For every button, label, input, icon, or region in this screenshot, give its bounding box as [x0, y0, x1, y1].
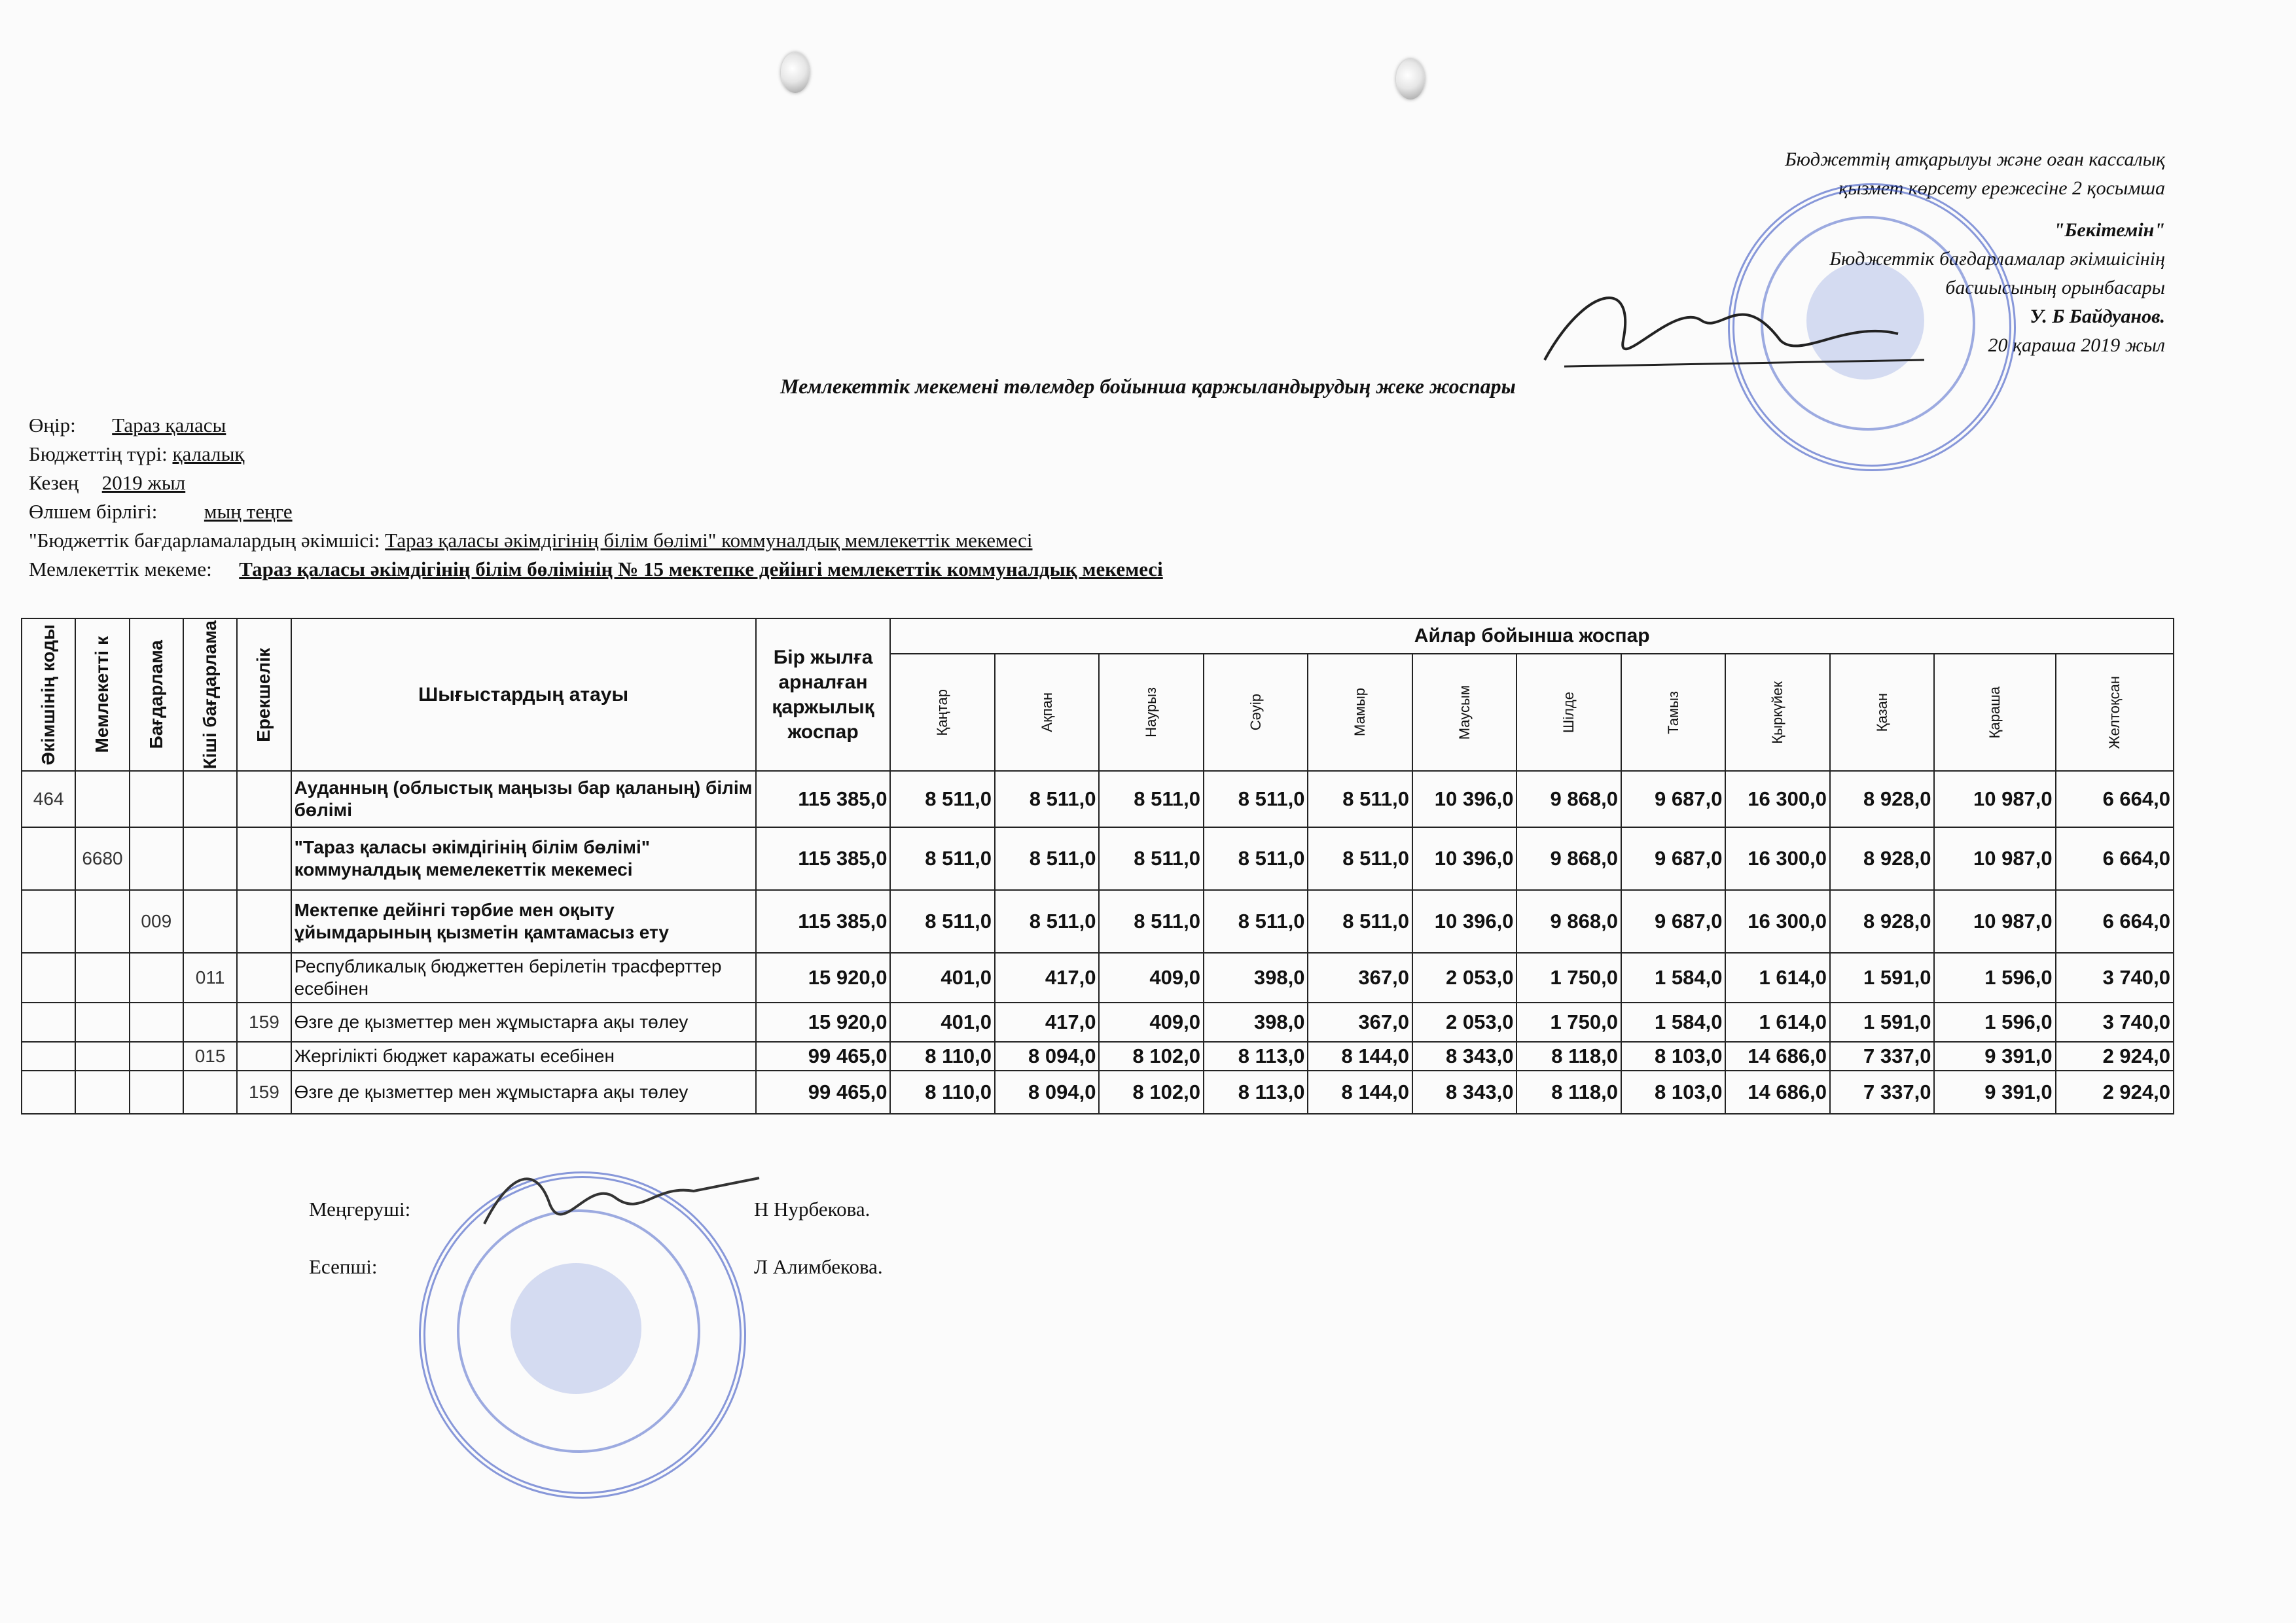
month-header-10: Қазан	[1830, 654, 1935, 772]
meta-budget-type-label: Бюджеттің түрі:	[29, 442, 168, 465]
month-value-cell: 367,0	[1308, 1003, 1412, 1042]
meta-unit-value: мың теңге	[204, 500, 293, 523]
month-value-cell: 9 391,0	[1934, 1071, 2055, 1114]
header-subprogram: Кіші бағдарлама	[183, 618, 237, 771]
month-value-cell: 8 110,0	[890, 1071, 995, 1114]
month-value-cell: 8 511,0	[1308, 827, 1412, 890]
month-value-cell: 9 687,0	[1621, 771, 1726, 827]
signature-bottom	[458, 1158, 785, 1250]
code-cell	[237, 827, 291, 890]
meta-budget-type	[29, 440, 1163, 469]
code-cell	[237, 771, 291, 827]
month-value-cell: 1 584,0	[1621, 953, 1726, 1003]
month-value-cell: 1 584,0	[1621, 1003, 1726, 1042]
month-header-6: Маусым	[1412, 654, 1517, 772]
signature-top	[1505, 262, 1964, 393]
month-value-cell: 8 094,0	[995, 1071, 1100, 1114]
month-value-cell: 8 511,0	[1204, 827, 1308, 890]
header-year-plan: Бір жылға арналған қаржылық жоспар	[756, 618, 891, 771]
month-value-cell: 1 750,0	[1516, 953, 1621, 1003]
code-cell	[183, 1003, 237, 1042]
month-value-cell: 8 511,0	[995, 827, 1100, 890]
month-value-cell: 6 664,0	[2056, 827, 2174, 890]
month-header-4: Сәуір	[1204, 654, 1308, 772]
month-value-cell: 10 987,0	[1934, 890, 2055, 953]
code-cell	[22, 1071, 75, 1114]
table-row	[22, 890, 2174, 953]
month-value-cell: 398,0	[1204, 1003, 1308, 1042]
month-value-cell: 8 928,0	[1830, 827, 1935, 890]
month-value-cell: 8 113,0	[1204, 1071, 1308, 1114]
month-value-cell: 2 924,0	[2056, 1042, 2174, 1071]
year-plan-cell: 15 920,0	[756, 953, 891, 1003]
year-plan-cell: 99 465,0	[756, 1042, 891, 1071]
month-header-9: Қыркүйек	[1725, 654, 1830, 772]
month-header-2: Ақпан	[995, 654, 1100, 772]
month-header-12: Желтоқсан	[2056, 654, 2174, 772]
code-cell	[75, 771, 129, 827]
code-cell	[22, 1003, 75, 1042]
month-value-cell: 1 614,0	[1725, 953, 1830, 1003]
page-title: Мемлекеттік мекемені төлемдер бойынша қаржыландырудың жеке жоспары	[780, 374, 1516, 398]
meta-region	[29, 411, 1163, 440]
meta-period	[29, 469, 1163, 497]
code-cell	[75, 890, 129, 953]
month-value-cell: 3 740,0	[2056, 1003, 2174, 1042]
expense-name-cell: "Тараз қаласы әкімдігінің білім бөлімі" коммуналдық мемелекеттік мекемесі	[291, 827, 756, 890]
month-value-cell: 409,0	[1099, 1003, 1204, 1042]
expense-name-cell: Өзге де қызметтер мен жұмыстарға ақы төлеу	[291, 1071, 756, 1114]
meta-admin-value: Тараз қаласы әкімдігінің білім бөлімі" коммуналдық мемлекеттік мекемесі	[385, 529, 1033, 552]
approval-date: 20 қараша 2019 жыл	[1988, 334, 2165, 356]
month-value-cell: 1 591,0	[1830, 953, 1935, 1003]
code-cell	[22, 953, 75, 1003]
punch-hole-left	[781, 52, 810, 93]
code-cell	[22, 890, 75, 953]
month-value-cell: 2 053,0	[1412, 953, 1517, 1003]
accountant-label: Есепші:	[309, 1255, 378, 1278]
month-value-cell: 8 511,0	[1308, 890, 1412, 953]
month-value-cell: 6 664,0	[2056, 890, 2174, 953]
month-value-cell: 8 511,0	[890, 771, 995, 827]
month-value-cell: 8 928,0	[1830, 890, 1935, 953]
meta-admin-label: "Бюджеттік бағдарламалардың әкімшісі:	[29, 529, 380, 552]
code-cell: 464	[22, 771, 75, 827]
table-row	[22, 827, 2174, 890]
month-value-cell: 8 511,0	[1204, 890, 1308, 953]
code-cell: 159	[237, 1071, 291, 1114]
month-header-7: Шілде	[1516, 654, 1621, 772]
month-value-cell: 14 686,0	[1725, 1042, 1830, 1071]
month-value-cell: 8 094,0	[995, 1042, 1100, 1071]
month-value-cell: 8 102,0	[1099, 1071, 1204, 1114]
code-cell: 6680	[75, 827, 129, 890]
month-value-cell: 8 511,0	[995, 890, 1100, 953]
header-months-plan: Айлар бойынша жоспар	[890, 618, 2174, 654]
header-specific: Ерекшелік	[237, 618, 291, 771]
expense-name-cell: Мектепке дейінгі тәрбие мен оқыту ұйымдарының қызметін қамтамасыз ету	[291, 890, 756, 953]
head-name: Н Нурбекова.	[754, 1198, 870, 1221]
month-value-cell: 401,0	[890, 953, 995, 1003]
code-cell	[130, 1042, 183, 1071]
month-value-cell: 8 343,0	[1412, 1071, 1517, 1114]
header-expense-name: Шығыстардың атауы	[291, 618, 756, 771]
approval-line-1: Бюджеттің атқарылуы және оған кассалық	[1785, 149, 2165, 170]
year-plan-cell: 115 385,0	[756, 890, 891, 953]
approval-approve: "Бекітемін"	[2053, 219, 2165, 241]
code-cell	[22, 827, 75, 890]
code-cell	[183, 890, 237, 953]
month-value-cell: 367,0	[1308, 953, 1412, 1003]
meta-institution-label: Мемлекеттік мекеме:	[29, 558, 212, 580]
approval-line-5: басшысының орынбасары	[1945, 277, 2165, 298]
punch-hole-right	[1396, 59, 1425, 99]
month-value-cell: 2 924,0	[2056, 1071, 2174, 1114]
month-value-cell: 8 511,0	[1099, 890, 1204, 953]
approval-line-4: Бюджеттік бағдарламалар әкімшісінің	[1829, 248, 2165, 270]
month-value-cell: 417,0	[995, 953, 1100, 1003]
month-value-cell: 16 300,0	[1725, 827, 1830, 890]
month-value-cell: 8 103,0	[1621, 1071, 1726, 1114]
code-cell	[75, 1003, 129, 1042]
code-cell: 015	[183, 1042, 237, 1071]
code-cell	[75, 1042, 129, 1071]
month-value-cell: 8 118,0	[1516, 1071, 1621, 1114]
header-program: Бағдарлама	[130, 618, 183, 771]
meta-region-label: Өңір:	[29, 414, 76, 437]
month-value-cell: 8 113,0	[1204, 1042, 1308, 1071]
meta-institution-value: Тараз қаласы әкімдігінің білім бөлімінің № 15 мектепке дейінгі мемлекеттік коммуналдық мекемесі	[239, 558, 1163, 580]
month-value-cell: 7 337,0	[1830, 1071, 1935, 1114]
meta-region-value: Тараз қаласы	[112, 414, 226, 437]
table-row	[22, 1071, 2174, 1114]
month-header-1: Қаңтар	[890, 654, 995, 772]
month-value-cell: 10 987,0	[1934, 827, 2055, 890]
code-cell	[130, 1003, 183, 1042]
code-cell	[130, 771, 183, 827]
header-admin-code: Әкімшінің коды	[22, 618, 75, 771]
month-value-cell: 10 396,0	[1412, 827, 1517, 890]
approval-signer: У. Б Байдуанов.	[2030, 306, 2165, 327]
code-cell: 011	[183, 953, 237, 1003]
header-state: Мемлекетті к	[75, 618, 129, 771]
month-value-cell: 1 591,0	[1830, 1003, 1935, 1042]
head-label: Меңгеруші:	[309, 1198, 411, 1221]
month-value-cell: 8 118,0	[1516, 1042, 1621, 1071]
code-cell	[130, 1071, 183, 1114]
meta-admin	[29, 526, 1163, 555]
code-cell	[130, 953, 183, 1003]
expense-name-cell: Өзге де қызметтер мен жұмыстарға ақы төлеу	[291, 1003, 756, 1042]
month-value-cell: 7 337,0	[1830, 1042, 1935, 1071]
month-value-cell: 2 053,0	[1412, 1003, 1517, 1042]
month-value-cell: 9 868,0	[1516, 771, 1621, 827]
month-value-cell: 9 868,0	[1516, 890, 1621, 953]
code-cell	[237, 1042, 291, 1071]
year-plan-cell: 115 385,0	[756, 827, 891, 890]
meta-block	[29, 411, 1163, 584]
meta-unit-label: Өлшем бірлігі:	[29, 500, 158, 523]
month-value-cell: 1 596,0	[1934, 1003, 2055, 1042]
code-cell	[183, 827, 237, 890]
month-value-cell: 10 396,0	[1412, 890, 1517, 953]
code-cell: 159	[237, 1003, 291, 1042]
month-value-cell: 3 740,0	[2056, 953, 2174, 1003]
expense-name-cell: Жергілікті бюджет каражаты есебінен	[291, 1042, 756, 1071]
month-value-cell: 8 343,0	[1412, 1042, 1517, 1071]
month-value-cell: 8 511,0	[1204, 771, 1308, 827]
month-value-cell: 1 614,0	[1725, 1003, 1830, 1042]
month-value-cell: 398,0	[1204, 953, 1308, 1003]
month-value-cell: 6 664,0	[2056, 771, 2174, 827]
month-value-cell: 1 596,0	[1934, 953, 2055, 1003]
month-value-cell: 10 396,0	[1412, 771, 1517, 827]
month-value-cell: 8 144,0	[1308, 1071, 1412, 1114]
month-value-cell: 417,0	[995, 1003, 1100, 1042]
financing-plan-table	[21, 618, 2174, 1115]
month-header-5: Мамыр	[1308, 654, 1412, 772]
month-header-11: Қараша	[1934, 654, 2055, 772]
month-value-cell: 401,0	[890, 1003, 995, 1042]
month-value-cell: 8 511,0	[890, 890, 995, 953]
meta-unit	[29, 497, 1163, 526]
meta-budget-type-value: қалалық	[172, 442, 245, 465]
month-value-cell: 8 511,0	[995, 771, 1100, 827]
code-cell	[75, 1071, 129, 1114]
expense-name-cell: Ауданның (облыстық маңызы бар қаланың) білім бөлімі	[291, 771, 756, 827]
month-value-cell: 8 102,0	[1099, 1042, 1204, 1071]
approval-line-2: қызмет көрсету ережесіне 2 қосымша	[1839, 177, 2165, 199]
code-cell: 009	[130, 890, 183, 953]
month-header-3: Наурыз	[1099, 654, 1204, 772]
year-plan-cell: 115 385,0	[756, 771, 891, 827]
month-value-cell: 8 511,0	[1308, 771, 1412, 827]
month-value-cell: 8 144,0	[1308, 1042, 1412, 1071]
table-row	[22, 953, 2174, 1003]
code-cell	[22, 1042, 75, 1071]
code-cell	[237, 953, 291, 1003]
month-value-cell: 9 687,0	[1621, 890, 1726, 953]
month-value-cell: 16 300,0	[1725, 890, 1830, 953]
table-row	[22, 1042, 2174, 1071]
month-value-cell: 8 928,0	[1830, 771, 1935, 827]
month-value-cell: 1 750,0	[1516, 1003, 1621, 1042]
month-value-cell: 9 687,0	[1621, 827, 1726, 890]
code-cell	[183, 771, 237, 827]
meta-period-value: 2019 жыл	[101, 471, 186, 494]
month-value-cell: 8 511,0	[1099, 771, 1204, 827]
year-plan-cell: 15 920,0	[756, 1003, 891, 1042]
month-value-cell: 8 103,0	[1621, 1042, 1726, 1071]
month-value-cell: 409,0	[1099, 953, 1204, 1003]
table-row	[22, 771, 2174, 827]
code-cell	[75, 953, 129, 1003]
year-plan-cell: 99 465,0	[756, 1071, 891, 1114]
table-row	[22, 1003, 2174, 1042]
code-cell	[130, 827, 183, 890]
month-value-cell: 16 300,0	[1725, 771, 1830, 827]
expense-name-cell: Республикалық бюджеттен берілетін трасферттер есебінен	[291, 953, 756, 1003]
month-value-cell: 9 391,0	[1934, 1042, 2055, 1071]
code-cell	[183, 1071, 237, 1114]
month-value-cell: 8 511,0	[1099, 827, 1204, 890]
month-value-cell: 10 987,0	[1934, 771, 2055, 827]
accountant-name: Л Алимбекова.	[754, 1255, 883, 1278]
meta-period-label: Кезең	[29, 471, 79, 494]
month-value-cell: 8 511,0	[890, 827, 995, 890]
month-value-cell: 8 110,0	[890, 1042, 995, 1071]
meta-institution	[29, 555, 1163, 584]
code-cell	[237, 890, 291, 953]
month-header-8: Тамыз	[1621, 654, 1726, 772]
month-value-cell: 9 868,0	[1516, 827, 1621, 890]
month-value-cell: 14 686,0	[1725, 1071, 1830, 1114]
